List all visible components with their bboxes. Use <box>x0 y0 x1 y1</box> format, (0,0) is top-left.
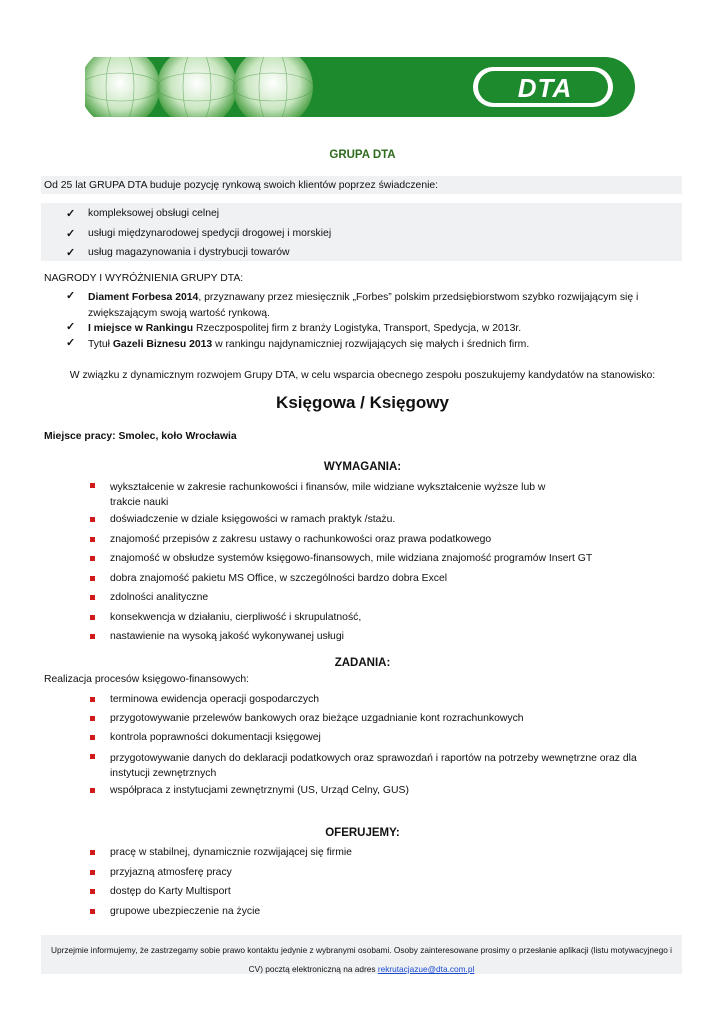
list-item: terminowa ewidencja operacji gospodarczych <box>88 694 668 713</box>
logo-text: DTA <box>517 73 573 103</box>
tasks-list <box>88 694 668 804</box>
awards-heading: NAGRODY I WYRÓŻNIENIA GRUPY DTA: <box>44 273 244 284</box>
list-item: doświadczenie w dziale księgowości w ramach praktyk /stażu. <box>88 514 668 534</box>
list-item: konsekwencja w działaniu, cierpliwość i skrupulatność, <box>88 612 668 632</box>
award-name: Diament Forbesa 2014 <box>88 292 199 303</box>
list-item: dostęp do Karty Multisport <box>88 886 668 906</box>
list-item: kontrola poprawności dokumentacji księgowej <box>88 732 668 751</box>
list-item: przygotowywanie danych do deklaracji podatkowych oraz sprawozdań i raportów na potrzeby wewnętrzne oraz dla instytucji zewnętrznych <box>88 751 668 781</box>
requirements-list <box>88 480 668 651</box>
footer-text: Uprzejmie informujemy, że zastrzegamy sobie prawo kontaktu jedynie z wybranymi osobami. Osoby zainteresowane prosimy o przesłanie aplikacji (listu motywacyjnego i CV) pocztą elektroniczną na adres <box>51 945 672 974</box>
list-item: zdolności analityczne <box>88 592 668 612</box>
list-item: przyjazną atmosferę pracy <box>88 867 668 887</box>
list-item: nastawienie na wysoką jakość wykonywanej usługi <box>88 631 668 651</box>
list-item: pracę w stabilnej, dynamicznie rozwijającej się firmie <box>88 847 668 867</box>
intro-text: Od 25 lat GRUPA DTA buduje pozycję rynkową swoich klientów poprzez świadczenie: <box>44 180 439 191</box>
recruitment-intro: W związku z dynamicznym rozwojem Grupy DTA, w celu wsparcia obecnego zespołu poszukujemy kandydatów na stanowisko: <box>69 370 656 381</box>
award-desc: Rzeczpospolitej firm z branży Logistyka, Transport, Spedycja, w 2013r. <box>193 323 522 334</box>
tasks-intro: Realizacja procesów księgowo-finansowych: <box>44 674 250 685</box>
company-title: GRUPA DTA <box>329 149 396 161</box>
award-prefix: Tytuł <box>88 338 113 350</box>
offer-heading: OFERUJEMY: <box>325 827 400 839</box>
list-item: ✓ kompleksowej obsługi celnej <box>66 208 331 228</box>
award-name: Gazeli Biznesu 2013 <box>112 338 213 350</box>
award-desc: , przyznawany przez miesięcznik „Forbes” polskim przedsiębiorstwom szybko rozwijającym się i zwiększającym swoją wartość rynkową. <box>88 292 639 319</box>
offer-list <box>88 847 668 925</box>
list-item: grupowe ubezpieczenie na życie <box>88 906 668 926</box>
award-item <box>66 290 676 321</box>
award-name: I miejsce w Rankingu <box>88 323 194 334</box>
list-item: ✓ usługi międzynarodowej spedycji drogowej i morskiej <box>66 228 331 248</box>
position-title: Księgowa / Księgowy <box>276 393 449 412</box>
list-item: znajomość przepisów z zakresu ustawy o rachunkowości oraz prawa podatkowego <box>88 534 668 554</box>
services-list <box>66 208 331 267</box>
award-item <box>66 337 676 353</box>
work-location: Miejsce pracy: Smolec, koło Wrocławia <box>44 431 237 442</box>
list-item: dobra znajomość pakietu MS Office, w szczególności bardzo dobra Excel <box>88 573 668 593</box>
list-item: współpraca z instytucjami zewnętrznymi (US, Urząd Celny, GUS) <box>88 785 668 804</box>
email-link[interactable]: rekrutacjazue@dta.com.pl <box>377 964 475 974</box>
award-desc: w rankingu najdynamiczniej rozwijających się małych i średnich firm. <box>212 338 530 350</box>
list-item: znajomość w obsłudze systemów księgowo-finansowych, mile widziana znajomość programów Insert GT <box>88 553 668 573</box>
dta-logo <box>480 72 610 104</box>
awards-list <box>66 290 676 352</box>
list-item: przygotowywanie przelewów bankowych oraz bieżące uzgadnianie kont rozrachunkowych <box>88 713 668 732</box>
footer-note <box>48 941 675 979</box>
tasks-heading: ZADANIA: <box>334 657 391 669</box>
list-item: wykształcenie w zakresie rachunkowości i finansów, mile widziane wykształcenie wyższe lub w trakcie nauki <box>88 480 550 510</box>
requirements-heading: WYMAGANIA: <box>323 461 402 473</box>
award-item <box>66 321 676 337</box>
list-item: ✓ usług magazynowania i dystrybucji towarów <box>66 247 331 267</box>
